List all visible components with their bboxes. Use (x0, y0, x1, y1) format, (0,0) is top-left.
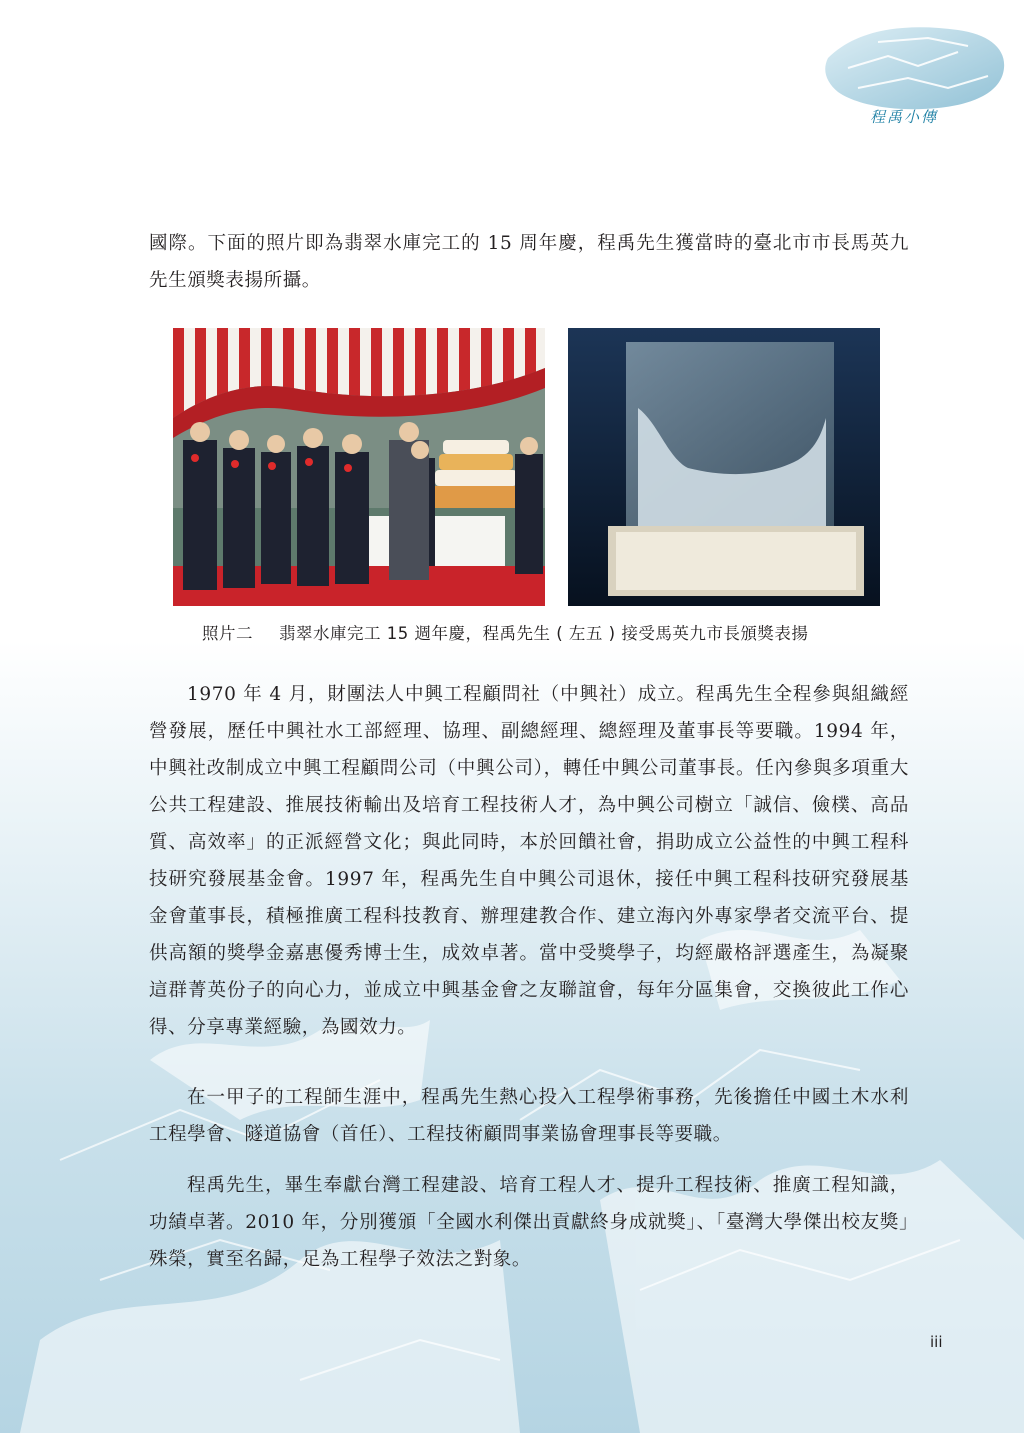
intro-paragraph: 國際。下面的照片即為翡翠水庫完工的 15 周年慶，程禹先生獲當時的臺北市市長馬英九先生頒獎表揚所攝。 (149, 233, 909, 291)
ceremony-photo (173, 328, 545, 606)
running-header: 程禹小傳 (870, 108, 939, 126)
page-number: iii (930, 1333, 943, 1351)
caption-label: 照片二 (202, 624, 253, 643)
award-plaque-photo (568, 328, 880, 606)
body-paragraph-2: 在一甲子的工程師生涯中，程禹先生熱心投入工程學術事務，先後擔任中國土木水利工程學會、隧道協會（首任）、工程技術顧問事業協會理事長等要職。 (149, 1087, 909, 1145)
photo-caption (202, 620, 882, 644)
body-paragraph-3: 程禹先生，畢生奉獻台灣工程建設、培育工程人才、提升工程技術、推廣工程知識，功績卓著。2010 年，分別獲頒「全國水利傑出貢獻終身成就獎」、「臺灣大學傑出校友獎」殊榮，實至名歸，足為工程學子效法之對象。 (149, 1175, 909, 1270)
caption-text: 翡翠水庫完工 15 週年慶，程禹先生 ( 左五 ) 接受馬英九市長頒獎表揚 (279, 624, 809, 643)
body-paragraph-1: 1970 年 4 月，財團法人中興工程顧問社（中興社）成立。程禹先生全程參與組織經營發展，歷任中興社水工部經理、協理、副總經理、總經理及董事長等要職。1994 年，中興社改制成立中興工程顧問公司（中興公司），轉任中興公司董事長。任內參與多項重大公共工程建設、推展技術輸出及培育工程技術人才，為中興公司樹立「誠信、儉樸、高品質、高效率」的正派經營文化；與此同時，本於回饋社會，捐助成立公益性的中興工程科技研究發展基金會。1997 年，程禹先生自中興公司退休，接任中興工程科技研究發展基金會董事長，積極推廣工程科技教育、辦理建教合作、建立海內外專家學者交流平台、提供高額的獎學金嘉惠優秀博士生，成效卓著。當中受獎學子，均經嚴格評選產生，為凝聚這群菁英份子的向心力，並成立中興基金會之友聯誼會，每年分區集會，交換彼此工作心得、分享專業經驗，為國效力。 (149, 684, 909, 1038)
corner-watercolor-art (818, 18, 1008, 118)
